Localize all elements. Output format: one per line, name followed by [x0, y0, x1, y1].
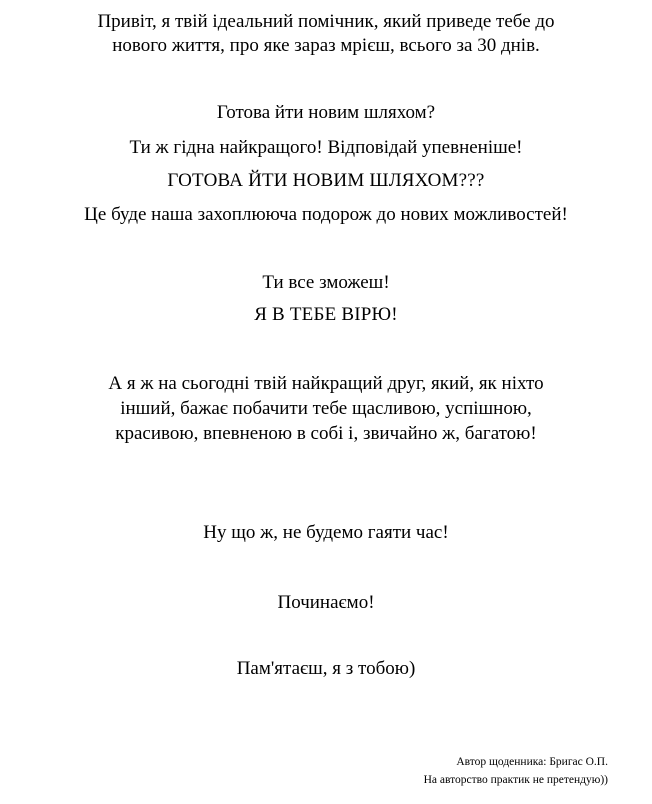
footer-disclaimer: На авторство практик не претендую))	[423, 774, 608, 786]
can-do-line: Ти все зможеш!	[262, 272, 390, 293]
encourage-line: Ти ж гідна найкращого! Відповідай упевненіше!	[129, 137, 523, 158]
friend-line-3: красивою, впевненою в собі і, звичайно ж, багатою!	[115, 423, 537, 444]
believe-line: Я В ТЕБЕ ВІРЮ!	[254, 304, 398, 325]
intro-line-1: Привіт, я твій ідеальний помічник, який приведе тебе до	[97, 11, 555, 32]
journey-line: Це буде наша захоплююча подорож до нових можливостей!	[84, 204, 568, 225]
question-line: Готова йти новим шляхом?	[216, 102, 436, 123]
no-time-line: Ну що ж, не будемо гаяти час!	[203, 522, 449, 543]
friend-line-2: інший, бажає побачити тебе щасливою, успішною,	[120, 398, 532, 419]
friend-line-1: А я ж на сьогодні твій найкращий друг, який, як ніхто	[108, 373, 544, 394]
question-caps-line: ГОТОВА ЙТИ НОВИМ ШЛЯХОМ???	[167, 170, 485, 191]
footer-author: Автор щоденника: Бригас О.П.	[456, 756, 608, 768]
remember-line: Пам'ятаєш, я з тобою)	[236, 658, 416, 679]
intro-line-2: нового життя, про яке зараз мрієш, всього за 30 днів.	[112, 35, 540, 56]
begin-line: Починаємо!	[277, 592, 375, 613]
